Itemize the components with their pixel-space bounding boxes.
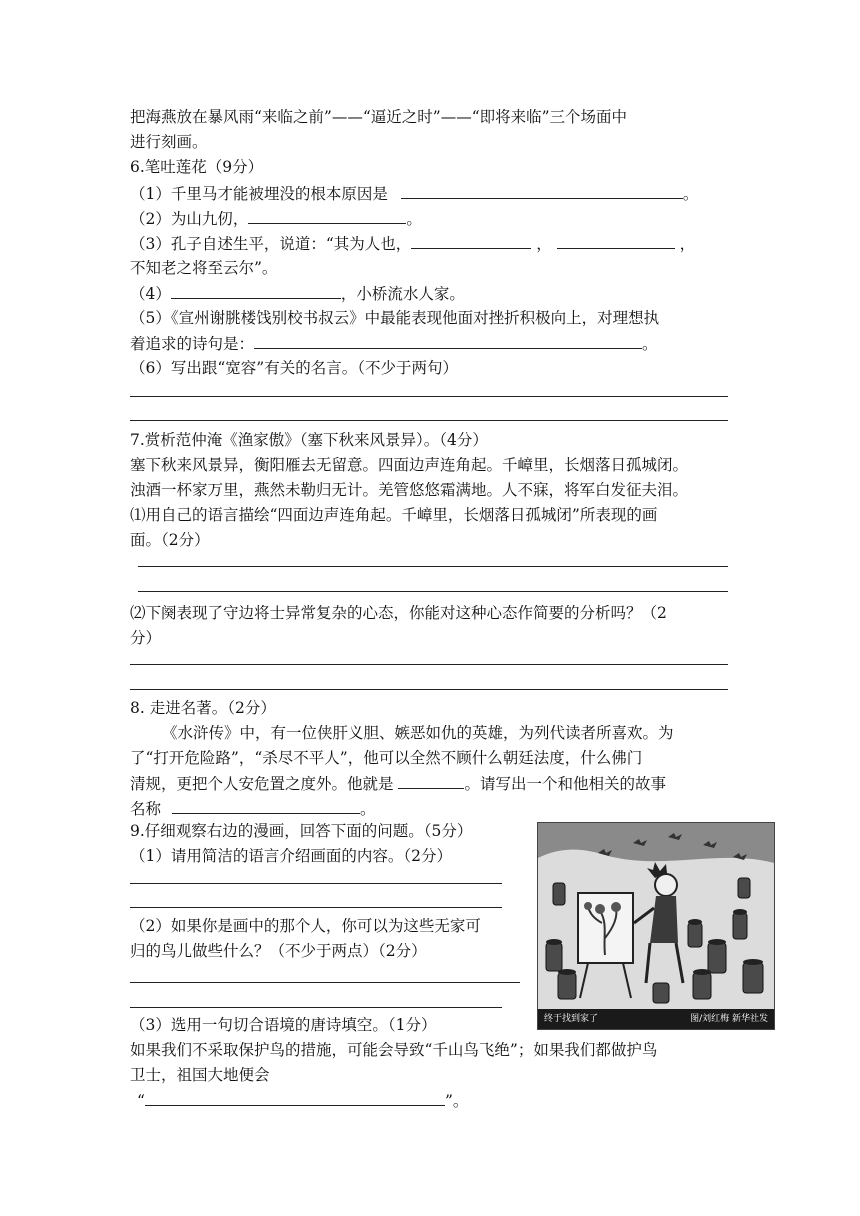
q9-sub-2: （2）如果你是画中的那个人，你可以为这些无家可 [130,917,481,935]
q8-paragraph-line: 了“打开危险路”，“杀尽不平人”，他可以全然不顾什么朝廷法度，什么佛门 [130,749,643,767]
answer-line[interactable] [130,664,728,665]
answer-blank[interactable] [401,182,683,199]
comic-drawing [538,823,774,1009]
poem-line: 浊酒一杯家万里，燕然未勒归无计。羌管悠悠霜满地。人不寐，将军白发征夫泪。 [130,481,689,499]
answer-line[interactable] [130,396,728,397]
q6-item-3 [130,232,695,255]
punct: 。 [359,800,376,818]
q9-sub-3-fill [137,1089,468,1112]
answer-line[interactable] [138,566,728,567]
answer-blank[interactable] [254,332,642,349]
answer-line[interactable] [130,420,728,421]
answer-blank[interactable] [145,1089,445,1106]
q8-text: 清规，更把个人安危置之度外。他就是 [130,775,394,793]
question-9-title: 9.仔细观察右边的漫画，回答下面的问题。（5分） [130,822,473,840]
answer-blank[interactable] [557,232,675,249]
q7-sub-2-cont: 分） [130,629,162,647]
comic-credit: 图/刘红梅 新华社发 [690,1014,768,1024]
q6-item-3-text: （3）孔子自述生平，说道：“其为人也， [130,235,412,253]
intro-line: 把海燕放在暴风雨“来临之前”——“逼近之时”——“即将来临”三个场面中 [130,108,628,126]
answer-line[interactable] [130,982,520,983]
q9-sub-3-text: 如果我们不采取保护鸟的措施，可能会导致“千山鸟飞绝”；如果我们都做护鸟 [130,1041,658,1059]
answer-blank[interactable] [248,207,406,224]
question-6-title: 6.笔吐莲花（9分） [130,158,264,176]
q9-sub-1: （1）请用简洁的语言介绍画面的内容。（2分） [130,847,452,865]
poem-line: 塞下秋来风景异，衡阳雁去无留意。四面边声连角起。千嶂里，长烟落日孤城闭。 [130,456,689,474]
q9-sub-2-cont: 归的鸟儿做些什么？（不少于两点）（2分） [130,942,427,960]
q8-paragraph-line [130,772,666,795]
answer-blank[interactable] [172,797,360,814]
answer-line[interactable] [130,1007,502,1008]
q6-item-5-text: 着追求的诗句是： [130,335,255,353]
intro-line: 进行刻画。 [130,133,208,151]
answer-blank[interactable] [171,282,341,299]
answer-line[interactable] [130,883,502,884]
answer-line[interactable] [130,907,502,908]
quote-open: “ [137,1092,145,1110]
q7-sub-1: ⑴用自己的语言描绘“四面边声连角起。千嶂里，长烟落日孤城闭”所表现的画 [130,506,658,524]
q6-item-2-text: （2）为山九仞， [130,210,249,228]
q7-sub-1-cont: 面。（2分） [130,531,210,549]
q6-item-2 [130,207,422,230]
q6-item-4-text: （4） [130,285,171,303]
q6-item-4-text: ，小桥流水人家。 [340,285,465,303]
answer-blank[interactable] [398,772,464,789]
q8-paragraph-line: 《水浒传》中，有一位侠肝义胆、嫉恶如仇的英雄，为列代读者所喜欢。为 [162,724,674,742]
q6-item-6: （6）写出跟“宽容”有关的名言。（不少于两句） [130,359,458,377]
punct: 。 [642,335,658,353]
quote-close: ”。 [444,1092,469,1110]
comic-caption-title: 终于找到家了 [544,1014,599,1024]
q6-item-1 [130,182,698,205]
answer-line[interactable] [138,591,728,592]
q6-item-4 [130,282,465,305]
q9-sub-3-text: 卫士，祖国大地便会 [130,1066,270,1084]
q9-sub-3: （3）选用一句切合语境的唐诗填空。（1分） [130,1016,437,1034]
answer-blank[interactable] [411,232,531,249]
question-7-title: 7.赏析范仲淹《渔家傲》（塞下秋来风景异）。（4分） [130,431,488,449]
punct: ， [679,235,696,253]
q6-item-3-cont: 不知老之将至云尔”。 [130,259,278,277]
q8-text: 名称 [130,800,162,818]
comic-caption [538,1009,774,1029]
q7-sub-2: ⑵下阕表现了守边将士异常复杂的心态，你能对这种心态作简要的分析吗？（2 [130,604,667,622]
punct: ， [536,235,552,253]
q6-item-1-text: （1）千里马才能被埋没的根本原因是 [130,185,388,203]
punct: 。 [682,185,699,203]
comic-illustration [537,822,775,1030]
q8-text: 。请写出一个和他相关的故事 [464,775,666,793]
q6-item-5: （5）《宣州谢朓楼饯别校书叔云》中最能表现他面对挫折积极向上，对理想执 [130,309,660,327]
answer-line[interactable] [130,689,728,690]
q6-item-5-cont [130,332,658,355]
question-8-title: 8. 走进名著。（2分） [130,699,276,717]
q8-paragraph-line [130,797,375,820]
punct: 。 [406,210,422,228]
